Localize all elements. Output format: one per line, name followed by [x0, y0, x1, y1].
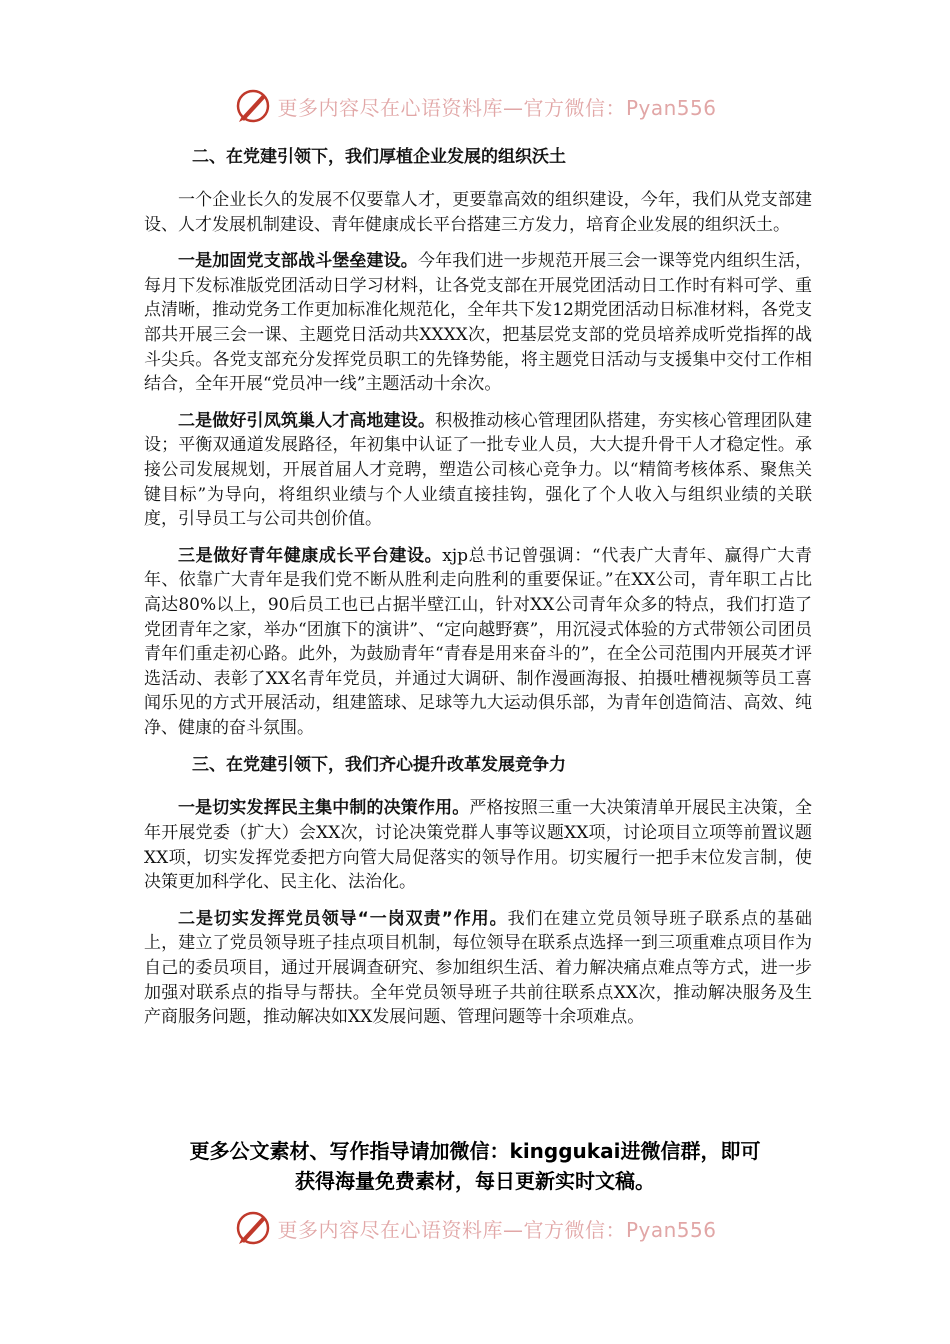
section-heading: 二、在党建引领下，我们厚植企业发展的组织沃土: [192, 147, 566, 167]
paragraph-text: 今年我们进一步规范开展三会一课等党内组织生活，每月下发标准版党团活动日学习材料，让各党支部在开展党团活动日工作时有料可学、重点清晰，推动党务工作更加标准化规范化，全年共下发12期党团活动日标准材料，各党支部共开展三会一课、主题党日活动共XXXX次，把基层党支部的党员培养成听党指挥的战斗尖兵。各党支部充分发挥党员职工的先锋势能，将主题党日活动与支援集中交付工作相结合，全年开展“党员冲一线”主题活动十余次。: [144, 251, 813, 395]
header-banner-text: 更多内容尽在心语资料库—官方微信：Pyan556: [277, 95, 717, 120]
paragraph-text: 严格按照三重一大决策清单开展民主决策，全年开展党委（扩大）会XX次，讨论决策党群人事等议题XX项，讨论项目立项等前置议题XX项，切实发挥党委把方向管大局促落实的领导作用。切实履行一把手末位发言制，使决策更加科学化、民主化、法治化。: [144, 798, 813, 893]
paragraph-lead: 二是切实发挥党员领导“一岗双责”作用。: [178, 908, 508, 929]
promo-text: [120, 1136, 830, 1196]
paragraph: [144, 249, 812, 397]
paragraph-lead: 二是做好引凤筑巢人才高地建设。: [178, 410, 436, 431]
paragraph-lead: 一是加固党支部战斗堡垒建设。: [178, 251, 418, 272]
paragraph-lead: 一是切实发挥民主集中制的决策作用。: [178, 798, 470, 819]
paragraph: [144, 188, 812, 237]
paragraph: [144, 409, 812, 532]
paragraph: [144, 544, 812, 741]
promo-line-2: 获得海量免费素材，每日更新实时文稿。: [295, 1169, 655, 1193]
pen-logo-icon: [233, 1208, 273, 1248]
promo-line-1: 更多公文素材、写作指导请加微信：kinggukai进微信群，即可: [189, 1139, 761, 1163]
paragraph-lead: 三是做好青年健康成长平台建设。: [178, 545, 443, 566]
document-body: [144, 140, 812, 1042]
paragraph-text: xjp总书记曾强调：“代表广大青年、赢得广大青年、依靠广大青年是我们党不断从胜利走向胜利的重要保证。”在XX公司，青年职工占比高达80%以上，90后员工也已占据半壁江山，针对XX公司青年众多的特点，我们打造了党团青年之家，举办“团旗下的演讲”、“定向越野赛”，用沉浸式体验的方式带领公司团员青年们重走初心路。此外，为鼓励青年“青春是用来奋斗的”，在全公司范围内开展英才评选活动、表彰了XX名青年党员，并通过大调研、制作漫画海报、拍摄吐槽视频等员工喜闻乐见的方式开展活动，组建篮球、足球等九大运动俱乐部，为青年创造简洁、高效、纯净、健康的奋斗氛围。: [144, 545, 813, 738]
paragraph: [144, 796, 812, 894]
footer-banner-text: 更多内容尽在心语资料库—官方微信：Pyan556: [277, 1217, 717, 1242]
paragraph-text: 一个企业长久的发展不仅要靠人才，更要靠高效的组织建设，今年，我们从党支部建设、人才发展机制建设、青年健康成长平台搭建三方发力，培育企业发展的组织沃土。: [144, 190, 812, 235]
section-heading: 三、在党建引领下，我们齐心提升改革发展竞争力: [192, 755, 566, 776]
paragraph-text: 积极推动核心管理团队搭建，夯实核心管理团队建设；平衡双通道发展路径，年初集中认证了一批专业人员，大大提升骨干人才稳定性。承接公司发展规划，开展首届人才竞聘，塑造公司核心竞争力。以“精简考核体系、聚焦关键目标”为导向，将组织业绩与个人业绩直接挂钩，强化了个人收入与组织业绩的关联度，引导员工与公司共创价值。: [144, 410, 813, 530]
pen-logo-icon: [233, 86, 273, 126]
paragraph: [144, 907, 812, 1030]
paragraph-text: 我们在建立党员领导班子联系点的基础上，建立了党员领导班子挂点项目机制，每位领导在联系点选择一到三项重难点项目作为自己的委员项目，通过开展调查研究、参加组织生活、着力解决痛点难点等方式，进一步加强对联系点的指导与帮扶。全年党员领导班子共前往联系点XX次，推动解决服务及生产商服务问题，推动解决如XX发展问题、管理问题等十余项难点。: [144, 908, 812, 1028]
footer-banner: [0, 1206, 950, 1250]
header-banner: [0, 84, 950, 128]
